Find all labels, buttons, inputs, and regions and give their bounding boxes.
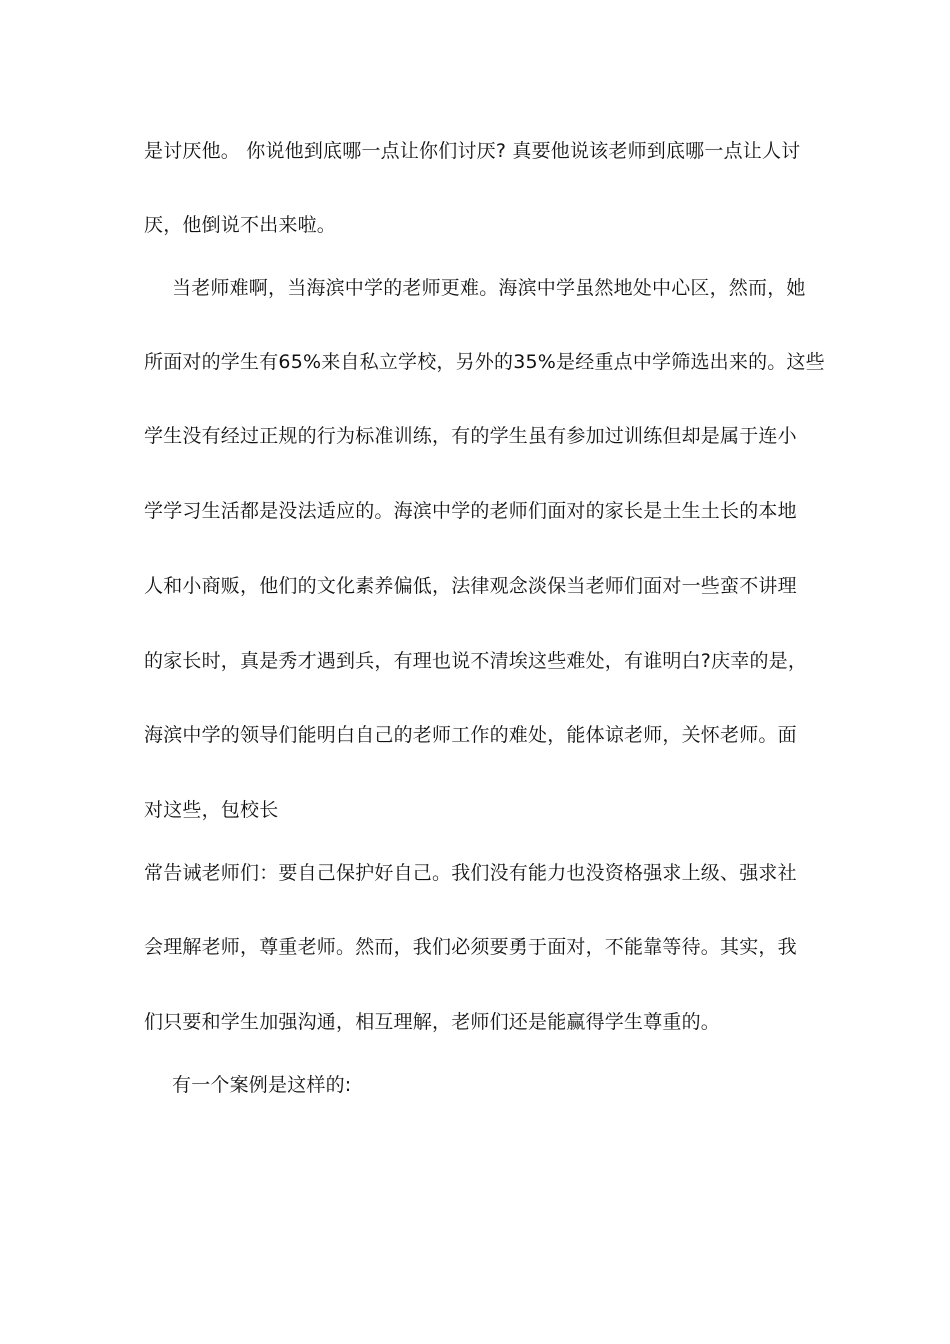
text-line-1: 是讨厌他。 你说他到底哪一点让你们讨厌? 真要他说该老师到底哪一点让人讨: [144, 140, 801, 162]
text-line-10: 对这些，包校长: [144, 799, 279, 821]
text-line-12: 会理解老师，尊重老师。然而，我们必须要勇于面对，不能靠等待。其实，我: [144, 936, 797, 958]
text-line-7: 人和小商贩，他们的文化素养偏低，法律观念淡保当老师们面对一些蛮不讲理: [144, 575, 797, 597]
text-line-6: 学学习生活都是没法适应的。海滨中学的老师们面对的家长是土生土长的本地: [144, 500, 797, 522]
text-line-4: 所面对的学生有65%来自私立学校，另外的35%是经重点中学筛选出来的。这些: [144, 351, 825, 373]
text-line-5: 学生没有经过正规的行为标准训练，有的学生虽有参加过训练但却是属于连小: [144, 425, 797, 447]
text-line-2: 厌，他倒说不出来啦。: [144, 214, 337, 236]
paragraph-start-line: 当老师难啊，当海滨中学的老师更难。海滨中学虽然地处中心区，然而，她: [172, 277, 806, 299]
text-line-9: 海滨中学的领导们能明白自己的老师工作的难处，能体谅老师，关怀老师。面: [144, 724, 797, 746]
text-line-11: 常告诫老师们：要自己保护好自己。我们没有能力也没资格强求上级、强求社: [144, 862, 797, 884]
text-line-13: 们只要和学生加强沟通，相互理解，老师们还是能赢得学生尊重的。: [144, 1011, 721, 1033]
text-line-8: 的家长时，真是秀才遇到兵，有理也说不清埃这些难处，有谁明白?庆幸的是，: [144, 650, 808, 672]
case-intro-line: 有一个案例是这样的:: [172, 1074, 352, 1096]
